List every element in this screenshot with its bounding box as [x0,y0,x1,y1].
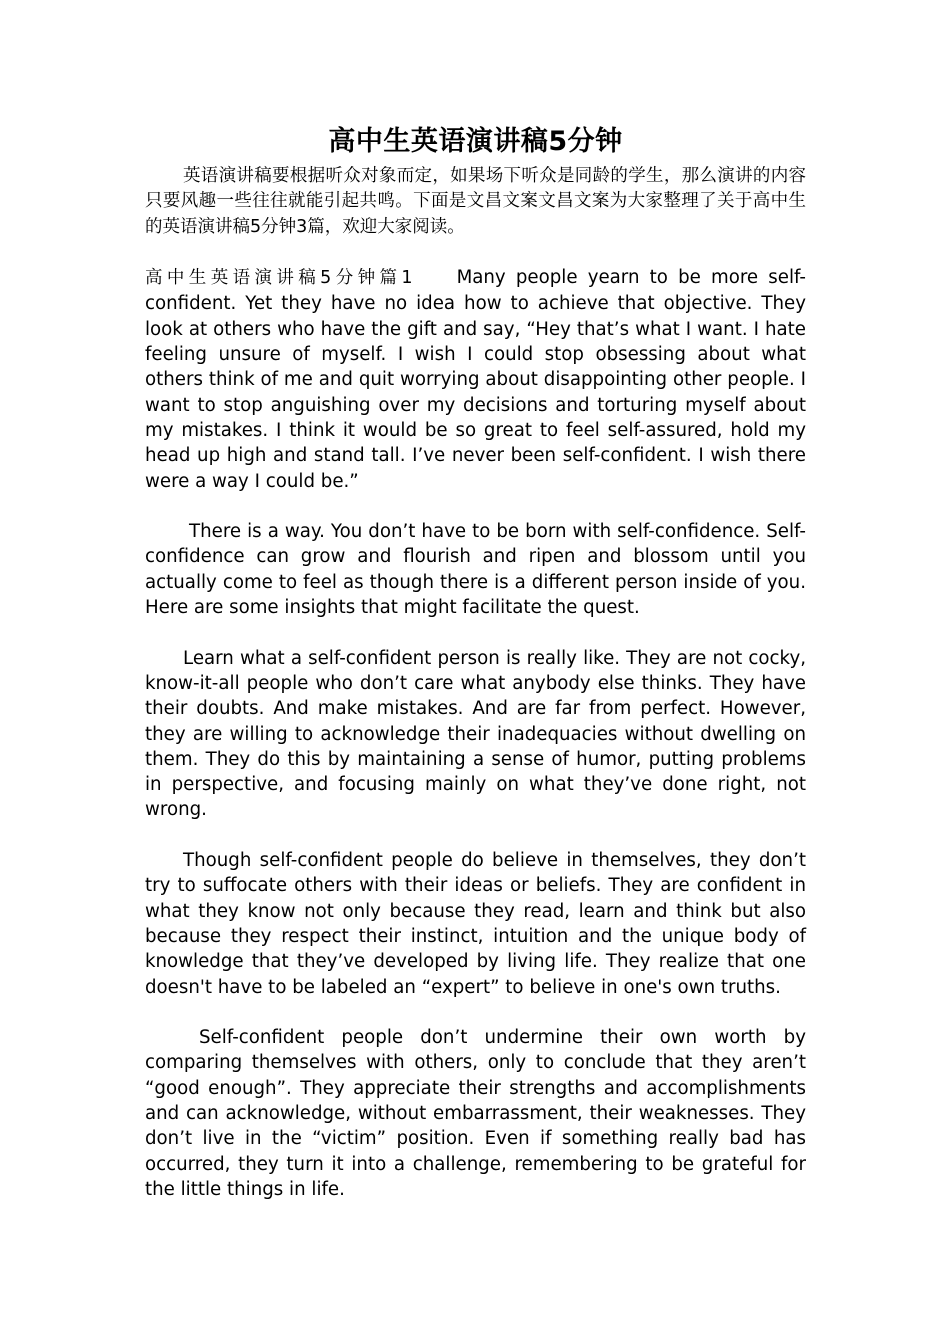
section-1-paragraph-1 [145,265,806,494]
paragraph-1-text: Many people yearn to be more self-confident. Yet they have no idea how to achieve that objective. They look at others who have the gift and say, “Hey that’s what I want. I hate feeling unsure of myself. I wish I could stop obsessing about what others think of me and quit worrying about disappointing other people. I want to stop anguishing over my decisions and torturing myself about my mistakes. I think it would be so great to feel self-assured, hold my head up high and stand tall. I’ve never been self-confident. I wish there were a way I could be.” [145,267,806,492]
paragraph-spacer [145,240,806,265]
paragraph-2: There is a way. You don’t have to be born with self-confidence. Self-confidence can grow and flourish and ripen and blossom until you actually come to feel as though there is a different person inside of you. Here are some insights that might facilitate the quest. [145,521,806,619]
section-1-heading: 高中生英语演讲稿5分钟篇1 [145,268,413,289]
document-title: 高中生英语演讲稿5分钟 [328,126,623,157]
document-body [145,122,806,1202]
paragraph-spacer [145,823,806,848]
intro-paragraph: 英语演讲稿要根据听众对象而定，如果场下听众是同龄的学生，那么演讲的内容只要风趣一些往往就能引起共鸣。下面是文昌文案文昌文案为大家整理了关于高中生的英语演讲稿5分钟3篇，欢迎大家阅读。 [145,166,806,237]
paragraph-5: Self-confident people don’t undermine their own worth by comparing themselves with others, only to conclude that they aren’t “good enough”. They appreciate their strengths and accomplishments and can acknowledge, without embarrassment, their weaknesses. They don’t live in the “victim” position. Even if something really bad has occurred, they turn it into a challenge, remembering to be grateful for the little things in life. [145,1027,806,1200]
paragraph-spacer [145,620,806,645]
paragraph-spacer [145,494,806,519]
paragraph-spacer [145,1000,806,1025]
paragraph-3: Learn what a self-confident person is really like. They are not cocky, know-it-all people who don’t care what anybody else thinks. They have their doubts. And make mistakes. And are far from perfect. However, they are willing to acknowledge their inadequacies without dwelling on them. They do this by maintaining a sense of humor, putting problems in perspective, and focusing mainly on what they’ve done right, not wrong. [145,647,806,821]
paragraph-4: Though self-confident people do believe in themselves, they don’t try to suffocate others with their ideas or beliefs. They are confident in what they know not only because they read, learn and think but also because they respect their instinct, intuition and the unique body of knowledge that they’ve developed by living life. They realize that one doesn't have to be labeled an “expert” to believe in one's own truths. [145,850,806,998]
